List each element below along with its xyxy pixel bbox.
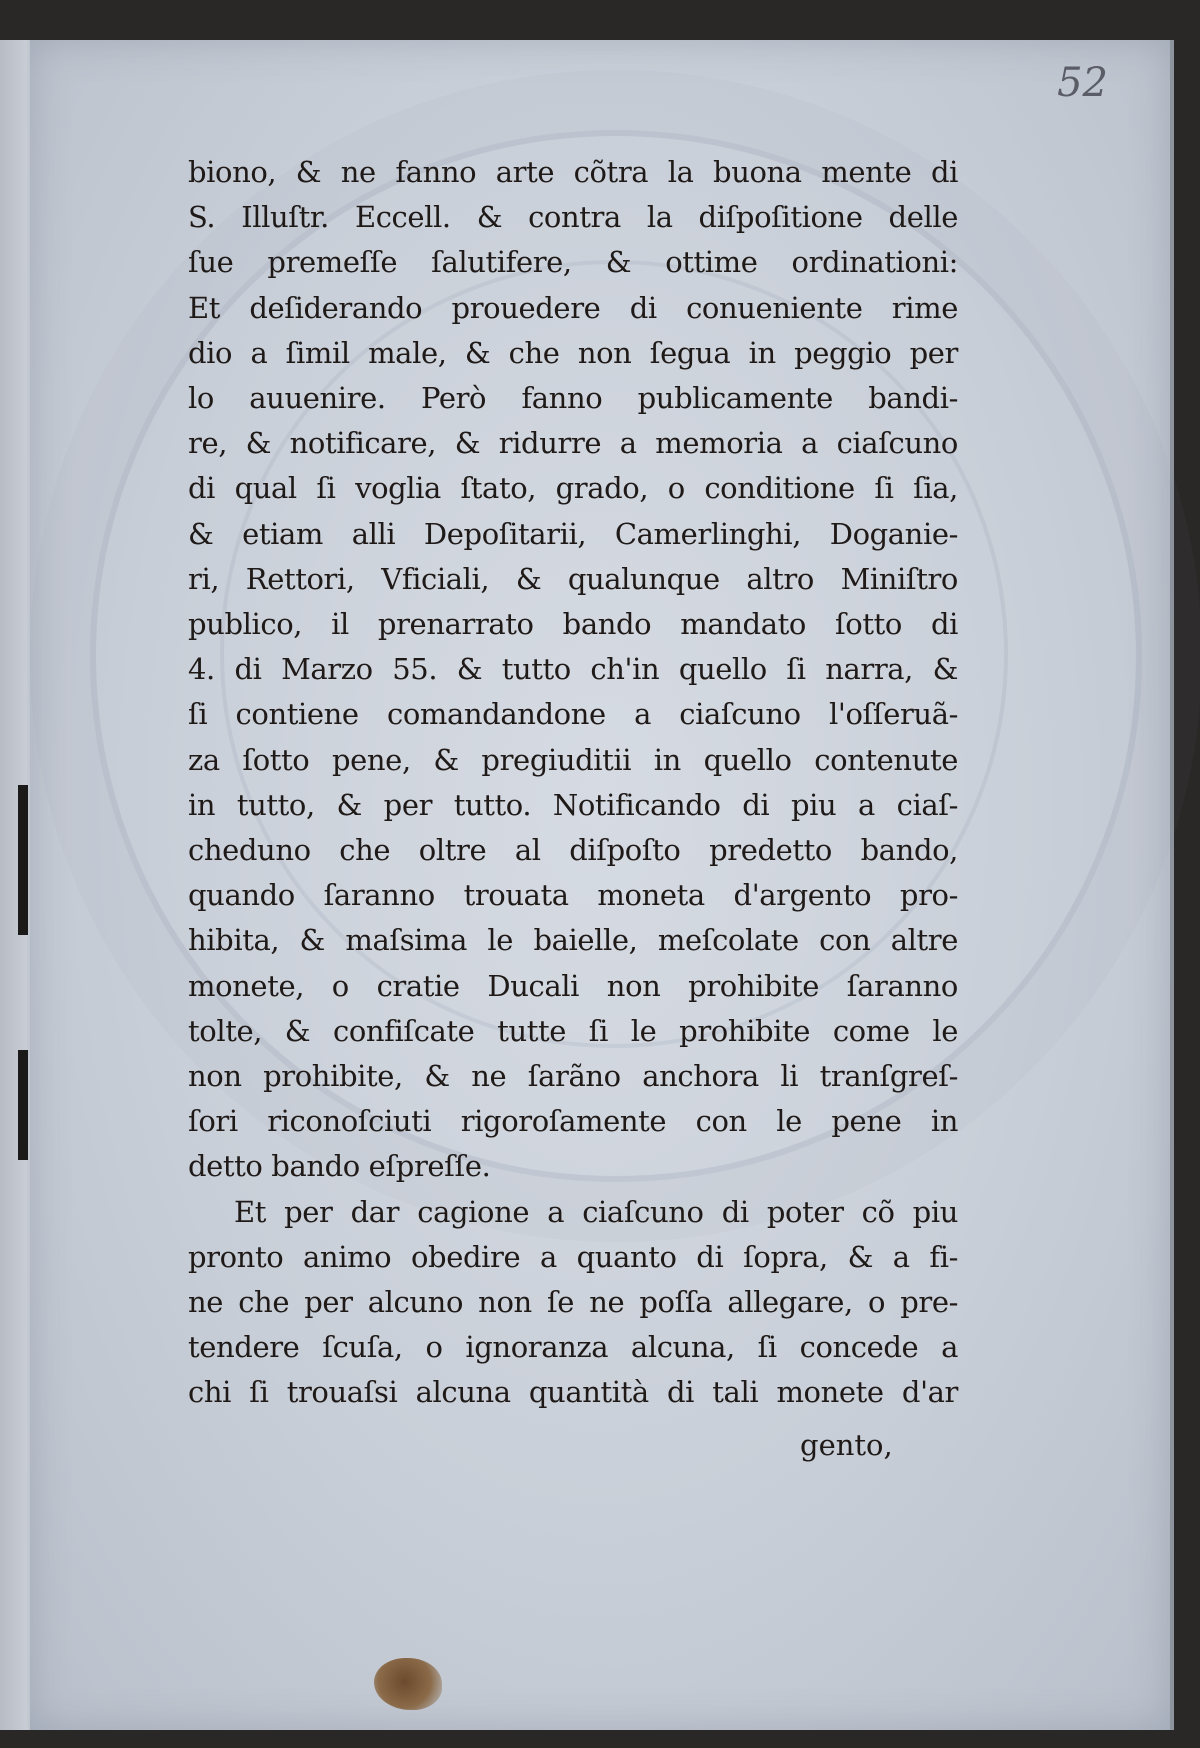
text-line: za ſotto pene, & pregiuditii in quello contenute	[188, 742, 958, 777]
binding-shadow	[18, 1050, 28, 1160]
text-line: S. Illuſtr. Eccell. & contra la diſpoſitione delle	[188, 200, 958, 235]
text-line: re, & notificare, & ridurre a memoria a ciaſcuno	[188, 426, 958, 461]
text-line: ne che per alcuno non ſe ne poſſa allegare, o pre-	[188, 1285, 958, 1320]
text-line: dio a ſimil male, & che non ſegua in peggio per	[188, 335, 958, 370]
text-line: di qual ſi voglia ſtato, grado, o conditione ſi ſia,	[188, 471, 958, 506]
text-line: ri, Rettori, Vficiali, & qualunque altro Miniſtro	[188, 561, 958, 596]
text-line: publico, il prenarrato bando mandato ſotto di	[188, 607, 958, 642]
catchword: gento,	[800, 1428, 893, 1462]
binding-shadow	[18, 785, 28, 935]
text-line: 4. di Marzo 55. & tutto ch'in quello ſi narra, &	[188, 652, 958, 687]
text-line: pronto animo obedire a quanto di ſopra, & a fi-	[188, 1239, 958, 1274]
text-line: detto bando eſpreſſe.	[188, 1149, 491, 1184]
text-line: in tutto, & per tutto. Notificando di piu a ciaſ-	[188, 787, 958, 822]
text-line: hibita, & maſsima le baielle, meſcolate con altre	[188, 923, 958, 958]
text-line: & etiam alli Depoſitarii, Camerlinghi, Doganie-	[188, 516, 958, 551]
text-line: cheduno che oltre al diſpoſto predetto bando,	[188, 833, 958, 868]
text-line: lo auuenire. Però fanno publicamente bandi-	[188, 381, 958, 416]
paragraph-start-line: Et per dar cagione a ciaſcuno di poter cõ piu	[234, 1194, 958, 1229]
text-line: quando ſaranno trouata moneta d'argento pro-	[188, 878, 958, 913]
text-line: ſue premeſſe ſalutifere, & ottime ordinationi:	[188, 245, 958, 280]
text-line: chi ſi trouaſsi alcuna quantità di tali monete d'ar	[188, 1375, 958, 1410]
text-line: ſori riconoſciuti rigoroſamente con le pene in	[188, 1104, 958, 1139]
printed-text-block	[188, 150, 958, 1416]
text-line: ſi contiene comandandone a ciaſcuno l'oſſeruã-	[188, 697, 958, 732]
folio-number: 52	[1057, 60, 1108, 106]
text-line: tolte, & confiſcate tutte ſi le prohibite come le	[188, 1013, 958, 1048]
text-line: non prohibite, & ne ſarãno anchora li tranſgreſ-	[188, 1059, 958, 1094]
paper-stain	[374, 1658, 442, 1710]
text-line: tendere ſcuſa, o ignoranza alcuna, ſi concede a	[188, 1330, 958, 1365]
text-line: monete, o cratie Ducali non prohibite ſaranno	[188, 968, 958, 1003]
text-line: biono, & ne fanno arte cõtra la buona mente di	[188, 155, 958, 189]
text-line: Et deſiderando prouedere di conueniente rime	[188, 290, 958, 325]
